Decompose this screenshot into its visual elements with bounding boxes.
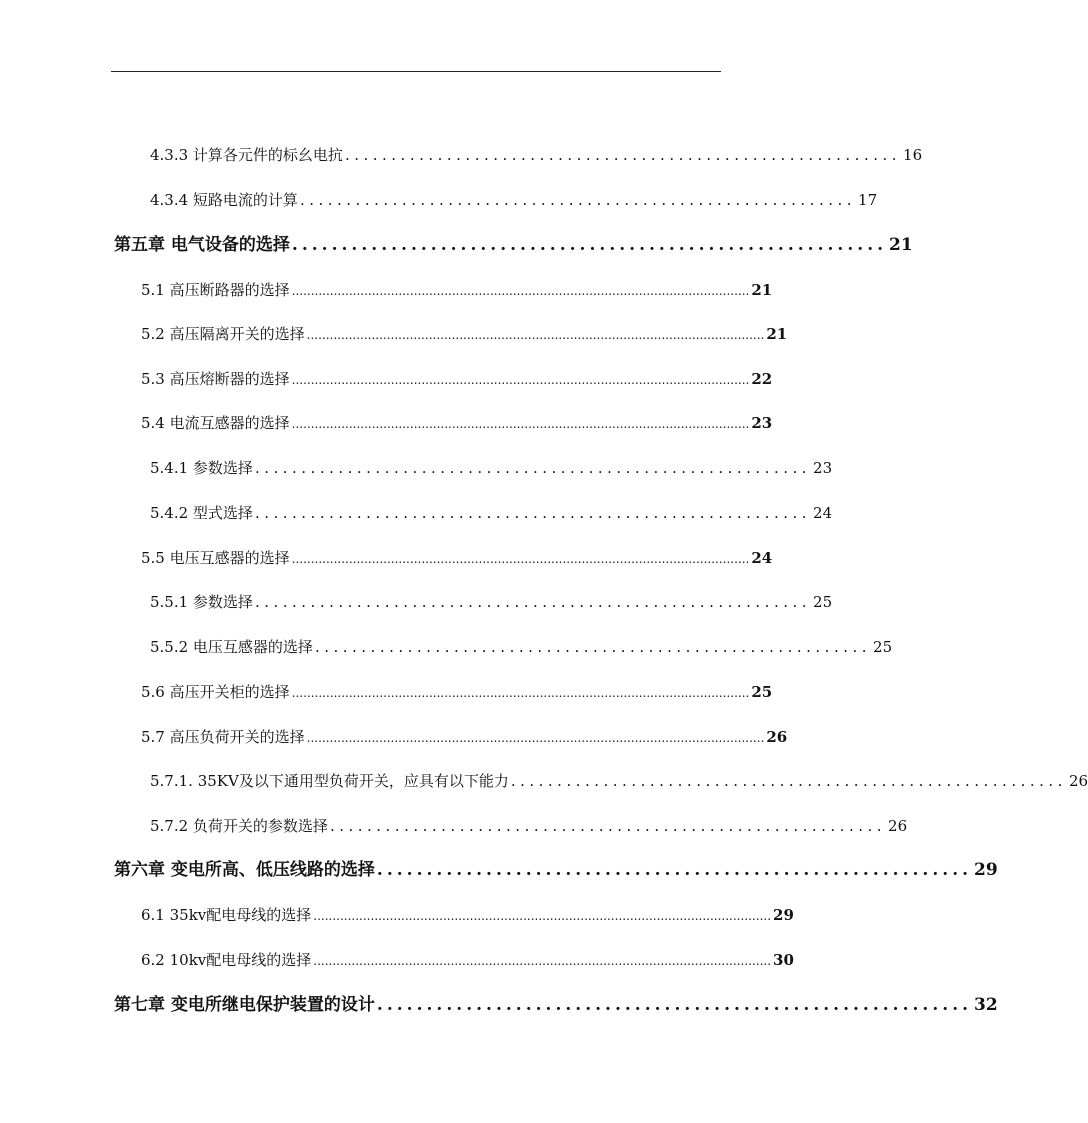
toc-entry-page: 29: [773, 906, 794, 924]
toc-entry-page: 25: [751, 683, 773, 701]
toc-entry-title: 5.4 电流互感器的选择: [141, 414, 290, 432]
toc-entry-title: 5.1 高压断路器的选择: [141, 281, 290, 299]
toc-entry[interactable]: [141, 546, 773, 570]
toc-entry[interactable]: [150, 188, 878, 212]
toc-entry-title: 5.4.1 参数选择: [150, 459, 253, 477]
toc-entry[interactable]: [141, 322, 788, 346]
dot-leader: ............................................................: [254, 504, 812, 522]
toc-entry-page: 21: [889, 235, 913, 255]
toc-entry-title: 5.7.1. 35KV及以下通用型负荷开关，应具有以下能力: [150, 772, 509, 790]
dot-leader: ........................................................................................................................: [313, 954, 772, 968]
dot-leader: ............................................................: [254, 593, 812, 611]
toc-entry-page: 23: [751, 414, 773, 432]
toc-entry-page: 32: [974, 995, 998, 1015]
dot-leader: ........................................................................................................................: [291, 686, 750, 700]
toc-entry-page: 24: [813, 504, 833, 522]
toc-entry[interactable]: [150, 635, 893, 659]
toc-entry[interactable]: [150, 814, 908, 838]
toc-entry[interactable]: [141, 367, 773, 391]
toc-entry-title: 5.4.2 型式选择: [150, 504, 253, 522]
toc-entry-page: 22: [751, 370, 773, 388]
toc-entry-page: 21: [766, 325, 788, 343]
toc-chapter-entry[interactable]: [114, 233, 913, 257]
dot-leader: ........................................................................................................................: [306, 328, 765, 342]
toc-entry-title: 4.3.4 短路电流的计算: [150, 191, 298, 209]
toc-entry-title: 第七章 变电所继电保护装置的设计: [114, 995, 375, 1015]
dot-leader: ............................................................: [254, 459, 812, 477]
toc-chapter-entry[interactable]: [114, 858, 998, 882]
dot-leader: ............................................................: [329, 817, 887, 835]
dot-leader: ............................................................: [291, 235, 888, 255]
toc-entry-title: 5.5.1 参数选择: [150, 593, 253, 611]
toc-entry[interactable]: [150, 769, 1088, 793]
toc-entry[interactable]: [150, 501, 833, 525]
toc-entry-page: 25: [873, 638, 893, 656]
toc-entry-page: 21: [751, 281, 773, 299]
toc-entry-page: 26: [766, 728, 788, 746]
toc-entry-title: 5.7.2 负荷开关的参数选择: [150, 817, 328, 835]
toc-entry[interactable]: [141, 725, 788, 749]
toc-entry-page: 26: [888, 817, 908, 835]
dot-leader: ............................................................: [344, 146, 902, 164]
toc-entry-page: 30: [773, 951, 794, 969]
dot-leader: ............................................................: [376, 860, 973, 880]
toc-entry[interactable]: [150, 456, 833, 480]
dot-leader: ........................................................................................................................: [306, 731, 765, 745]
toc-entry-title: 5.6 高压开关柜的选择: [141, 683, 290, 701]
toc-entry[interactable]: [141, 680, 773, 704]
dot-leader: ........................................................................................................................: [291, 284, 750, 298]
toc-entry[interactable]: [150, 590, 833, 614]
header-rule: [111, 71, 721, 72]
toc-chapter-entry[interactable]: [114, 993, 998, 1017]
toc-entry-title: 5.7 高压负荷开关的选择: [141, 728, 305, 746]
toc-entry[interactable]: [141, 411, 773, 435]
toc-entry-title: 第六章 变电所高、低压线路的选择: [114, 860, 375, 880]
toc-entry-page: 23: [813, 459, 833, 477]
toc-entry[interactable]: [150, 143, 923, 167]
toc-entry-title: 第五章 电气设备的选择: [114, 235, 290, 255]
toc-entry[interactable]: [141, 278, 773, 302]
toc-entry-page: 29: [974, 860, 998, 880]
toc-entry-page: 26: [1068, 772, 1088, 790]
dot-leader: ............................................................: [376, 995, 973, 1015]
toc-entry-title: 4.3.3 计算各元件的标幺电抗: [150, 146, 343, 164]
dot-leader: ........................................................................................................................: [291, 417, 750, 431]
toc-entry-title: 5.5.2 电压互感器的选择: [150, 638, 313, 656]
toc-entry[interactable]: [141, 948, 794, 972]
dot-leader: ............................................................: [314, 638, 872, 656]
toc-entry-page: 17: [858, 191, 878, 209]
dot-leader: ............................................................: [299, 191, 857, 209]
toc-entry-title: 6.2 10kv配电母线的选择: [141, 951, 312, 969]
dot-leader: ........................................................................................................................: [291, 373, 750, 387]
toc-entry-page: 16: [903, 146, 923, 164]
toc-entry[interactable]: [141, 903, 794, 927]
toc-entry-title: 5.2 高压隔离开关的选择: [141, 325, 305, 343]
dot-leader: ............................................................: [510, 772, 1067, 790]
dot-leader: ........................................................................................................................: [291, 552, 750, 566]
toc-entry-page: 25: [813, 593, 833, 611]
toc-entry-title: 5.3 高压熔断器的选择: [141, 370, 290, 388]
toc-entry-title: 6.1 35kv配电母线的选择: [141, 906, 312, 924]
toc-entry-page: 24: [751, 549, 773, 567]
dot-leader: ........................................................................................................................: [313, 909, 772, 923]
toc-entry-title: 5.5 电压互感器的选择: [141, 549, 290, 567]
